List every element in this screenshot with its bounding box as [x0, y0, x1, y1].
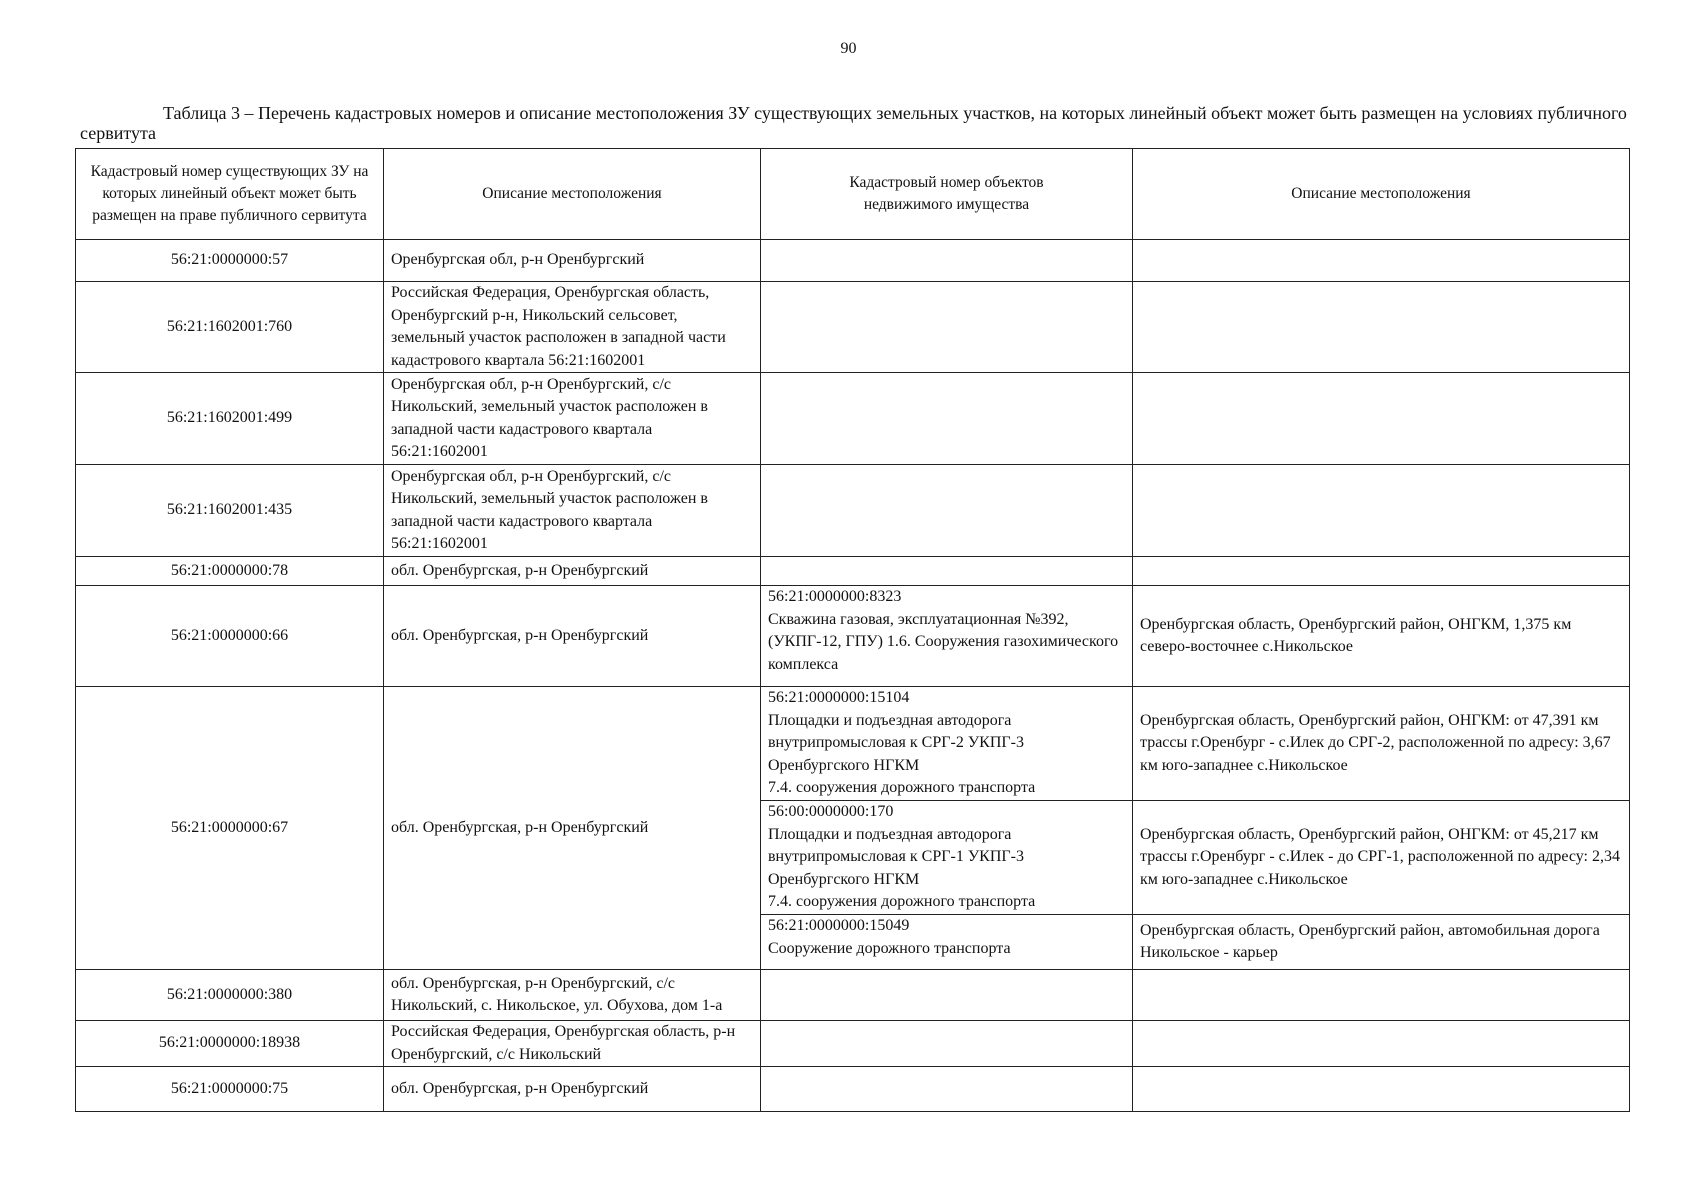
object-location-cell — [1133, 1021, 1630, 1067]
location-cell: Российская Федерация, Оренбургская область, Оренбургский р-н, Никольский сельсовет, земельный участок расположен в западной части кадастрового квартала 56:21:1602001 — [384, 282, 761, 373]
location-cell: Оренбургская обл, р-н Оренбургский — [384, 240, 761, 282]
cadastral-number-cell: 56:21:0000000:380 — [76, 970, 384, 1021]
location-cell: Оренбургская обл, р-н Оренбургский, с/с Никольский, земельный участок расположен в западной части кадастрового квартала 56:21:1602001 — [384, 465, 761, 557]
cadastral-number-cell: 56:21:0000000:66 — [76, 586, 384, 687]
object-location-cell — [1133, 282, 1630, 373]
table-row — [76, 687, 1630, 801]
object-location-cell: Оренбургская область, Оренбургский район, ОНГКМ: от 47,391 км трассы г.Оренбург - с.Илек до СРГ-2, расположенной по адресу: 3,67 км юго-западнее с.Никольское — [1133, 687, 1630, 801]
object-number-cell — [761, 282, 1133, 373]
header-cadastral-number: Кадастровый номер существующих ЗУ на которых линейный объект может быть размещен на праве публичного сервитута — [76, 149, 384, 240]
table-row — [76, 465, 1630, 557]
object-location-cell — [1133, 465, 1630, 557]
object-number-cell — [761, 240, 1133, 282]
object-location-cell: Оренбургская область, Оренбургский район, ОНГКМ: от 45,217 км трассы г.Оренбург - с.Илек - до СРГ-1, расположенной по адресу: 2,34 км юго-западнее с.Никольское — [1133, 801, 1630, 915]
object-location-cell: Оренбургская область, Оренбургский район, ОНГКМ, 1,375 км северо-восточнее с.Никольское — [1133, 586, 1630, 687]
cadastral-number-cell: 56:21:0000000:67 — [76, 687, 384, 970]
header-object-location: Описание местоположения — [1133, 149, 1630, 240]
cadastral-number-cell: 56:21:0000000:57 — [76, 240, 384, 282]
header-location: Описание местоположения — [384, 149, 761, 240]
object-location-cell — [1133, 240, 1630, 282]
object-number-cell — [761, 373, 1133, 465]
location-cell: обл. Оренбургская, р-н Оренбургский — [384, 687, 761, 970]
cadastral-number-cell: 56:21:0000000:75 — [76, 1067, 384, 1112]
object-number-cell — [761, 1021, 1133, 1067]
cadastral-table — [75, 148, 1630, 1112]
object-location-cell — [1133, 557, 1630, 586]
object-location-cell — [1133, 970, 1630, 1021]
table-row — [76, 373, 1630, 465]
table-row — [76, 282, 1630, 373]
table-row — [76, 557, 1630, 586]
cadastral-number-cell: 56:21:1602001:499 — [76, 373, 384, 465]
object-number-cell — [761, 970, 1133, 1021]
location-cell: обл. Оренбургская, р-н Оренбургский, с/с Никольский, с. Никольское, ул. Обухова, дом 1-а — [384, 970, 761, 1021]
header-object-number: Кадастровый номер объектов недвижимого имущества — [761, 149, 1133, 240]
location-cell: обл. Оренбургская, р-н Оренбургский — [384, 586, 761, 687]
table-row — [76, 586, 1630, 687]
cadastral-number-cell: 56:21:1602001:760 — [76, 282, 384, 373]
object-number-cell: 56:00:0000000:170 Площадки и подъездная автодорога внутрипромысловая к СРГ-1 УКПГ-3 Оренбургского НГКМ 7.4. сооружения дорожного транспорта — [761, 801, 1133, 915]
cadastral-number-cell: 56:21:1602001:435 — [76, 465, 384, 557]
location-cell: обл. Оренбургская, р-н Оренбургский — [384, 1067, 761, 1112]
object-number-cell: 56:21:0000000:15049 Сооружение дорожного транспорта — [761, 915, 1133, 970]
object-number-cell: 56:21:0000000:8323 Скважина газовая, эксплуатационная №392, (УКПГ-12, ГПУ) 1.6. Сооружения газохимического комплекса — [761, 586, 1133, 687]
object-number-cell — [761, 557, 1133, 586]
table-row — [76, 970, 1630, 1021]
table-caption: Таблица 3 – Перечень кадастровых номеров и описание местоположения ЗУ существующих земельных участков, на которых линейный объект может быть размещен на условиях публичного сервитута — [80, 103, 1627, 143]
location-cell: Оренбургская обл, р-н Оренбургский, с/с Никольский, земельный участок расположен в западной части кадастрового квартала 56:21:1602001 — [384, 373, 761, 465]
location-cell: обл. Оренбургская, р-н Оренбургский — [384, 557, 761, 586]
object-number-cell — [761, 465, 1133, 557]
table-row — [76, 1021, 1630, 1067]
table-row — [76, 240, 1630, 282]
location-cell: Российская Федерация, Оренбургская область, р-н Оренбургский, с/с Никольский — [384, 1021, 761, 1067]
object-location-cell — [1133, 373, 1630, 465]
cadastral-number-cell: 56:21:0000000:18938 — [76, 1021, 384, 1067]
table-header-row — [76, 149, 1630, 240]
object-number-cell: 56:21:0000000:15104 Площадки и подъездная автодорога внутрипромысловая к СРГ-2 УКПГ-3 Оренбургского НГКМ 7.4. сооружения дорожного транспорта — [761, 687, 1133, 801]
cadastral-number-cell: 56:21:0000000:78 — [76, 557, 384, 586]
object-location-cell: Оренбургская область, Оренбургский район, автомобильная дорога Никольское - карьер — [1133, 915, 1630, 970]
table-row — [76, 1067, 1630, 1112]
object-location-cell — [1133, 1067, 1630, 1112]
object-number-cell — [761, 1067, 1133, 1112]
page-number: 90 — [840, 40, 857, 57]
